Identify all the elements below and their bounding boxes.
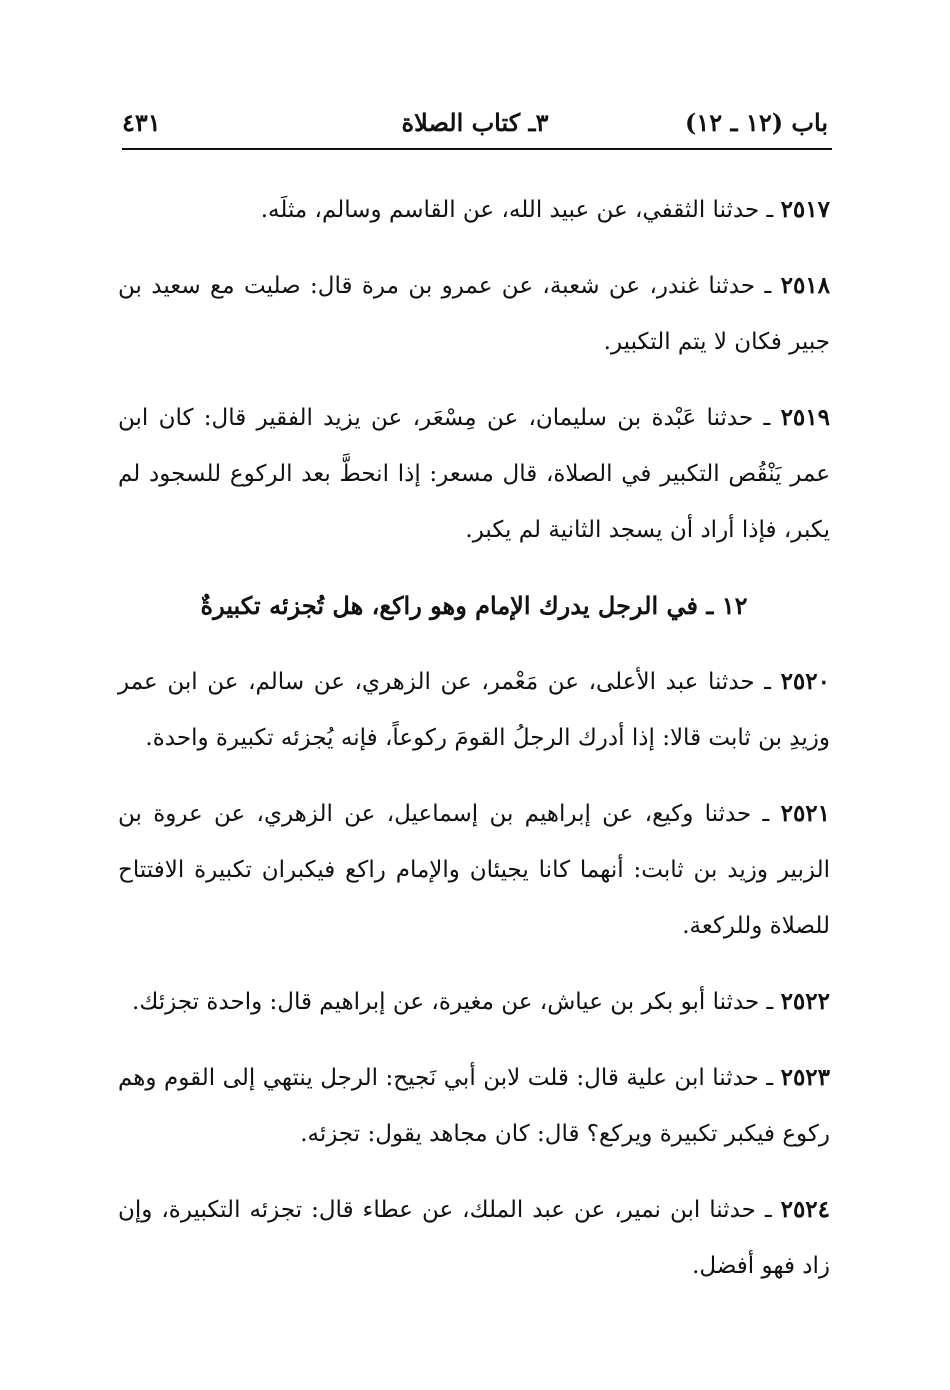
hadith-number: ٢٥٢٤ xyxy=(780,1196,831,1223)
hadith-entry xyxy=(118,786,830,954)
hadith-number: ٢٥٢٠ xyxy=(780,668,830,695)
page-number: ٤٣١ xyxy=(122,108,161,137)
hadith-number: ٢٥١٩ xyxy=(780,404,830,431)
hadith-number: ٢٥٢٣ xyxy=(780,1064,831,1091)
hadith-text: ـ حدثنا وكيع، عن إبراهيم بن إسماعيل، عن الزهري، عن عروة بن الزبير وزيد بن ثابت: أنهما كانا يجيئان والإمام راكع فيكبران تكبيرة الافتتاح للصلاة وللركعة. xyxy=(118,801,830,939)
hadith-text: ـ حدثنا غندر، عن شعبة، عن عمرو بن مرة قال: صليت مع سعيد بن جبير فكان لا يتم التكبير. xyxy=(118,273,830,355)
chapter-heading: ١٢ ـ في الرجل يدرك الإمام وهو راكع، هل تُجزئه تكبيرةٌ xyxy=(200,591,748,620)
hadith-text: ـ حدثنا ابن علية قال: قلت لابن أبي نَجيح: الرجل ينتهي إلى القوم وهم ركوع فيكبر تكبيرة ويركع؟ قال: كان مجاهد يقول: تجزئه. xyxy=(118,1065,830,1147)
header-rule xyxy=(122,148,832,150)
hadith-text: ـ حدثنا الثقفي، عن عبيد الله، عن القاسم وسالم، مثلَه. xyxy=(260,197,774,223)
hadith-entry xyxy=(118,974,830,1030)
hadith-text: ـ حدثنا عبد الأعلى، عن مَعْمر، عن الزهري، عن سالم، عن ابن عمر وزيدِ بن ثابت قالا: إذا أدرك الرجلُ القومَ ركوعاً، فإنه يُجزئه تكبيرة واحدة. xyxy=(118,669,830,751)
hadith-entry xyxy=(118,1050,830,1162)
hadith-text: ـ حدثنا ابن نمير، عن عبد الملك، عن عطاء قال: تجزئه التكبيرة، وإن زاد فهو أفضل. xyxy=(118,1197,830,1279)
page-body xyxy=(118,182,830,1314)
hadith-entry xyxy=(118,1182,830,1294)
hadith-text: ـ حدثنا أبو بكر بن عياش، عن مغيرة، عن إبراهيم قال: واحدة تجزئك. xyxy=(132,989,774,1015)
hadith-number: ٢٥١٧ xyxy=(780,196,830,223)
hadith-entry xyxy=(118,390,830,558)
hadith-number: ٢٥٢١ xyxy=(780,800,831,827)
hadith-entry xyxy=(118,258,830,370)
hadith-entry xyxy=(118,654,830,766)
hadith-text: ـ حدثنا عَبْدة بن سليمان، عن مِسْعَر، عن يزيد الفقير قال: كان ابن عمر يَنْقُص التكبير في الصلاة، قال مسعر: إذا انحطَّ بعد الركوع للسجود لم يكبر، فإذا أراد أن يسجد الثانية لم يكبر. xyxy=(118,405,830,543)
hadith-entry xyxy=(118,182,830,238)
hadith-number: ٢٥١٨ xyxy=(780,272,831,299)
hadith-number: ٢٥٢٢ xyxy=(780,988,830,1015)
chapter-range-label: باب (١٢ ـ ١٢) xyxy=(685,108,828,137)
book-title: ٣ـ كتاب الصلاة xyxy=(401,108,549,137)
page-header xyxy=(122,100,828,144)
